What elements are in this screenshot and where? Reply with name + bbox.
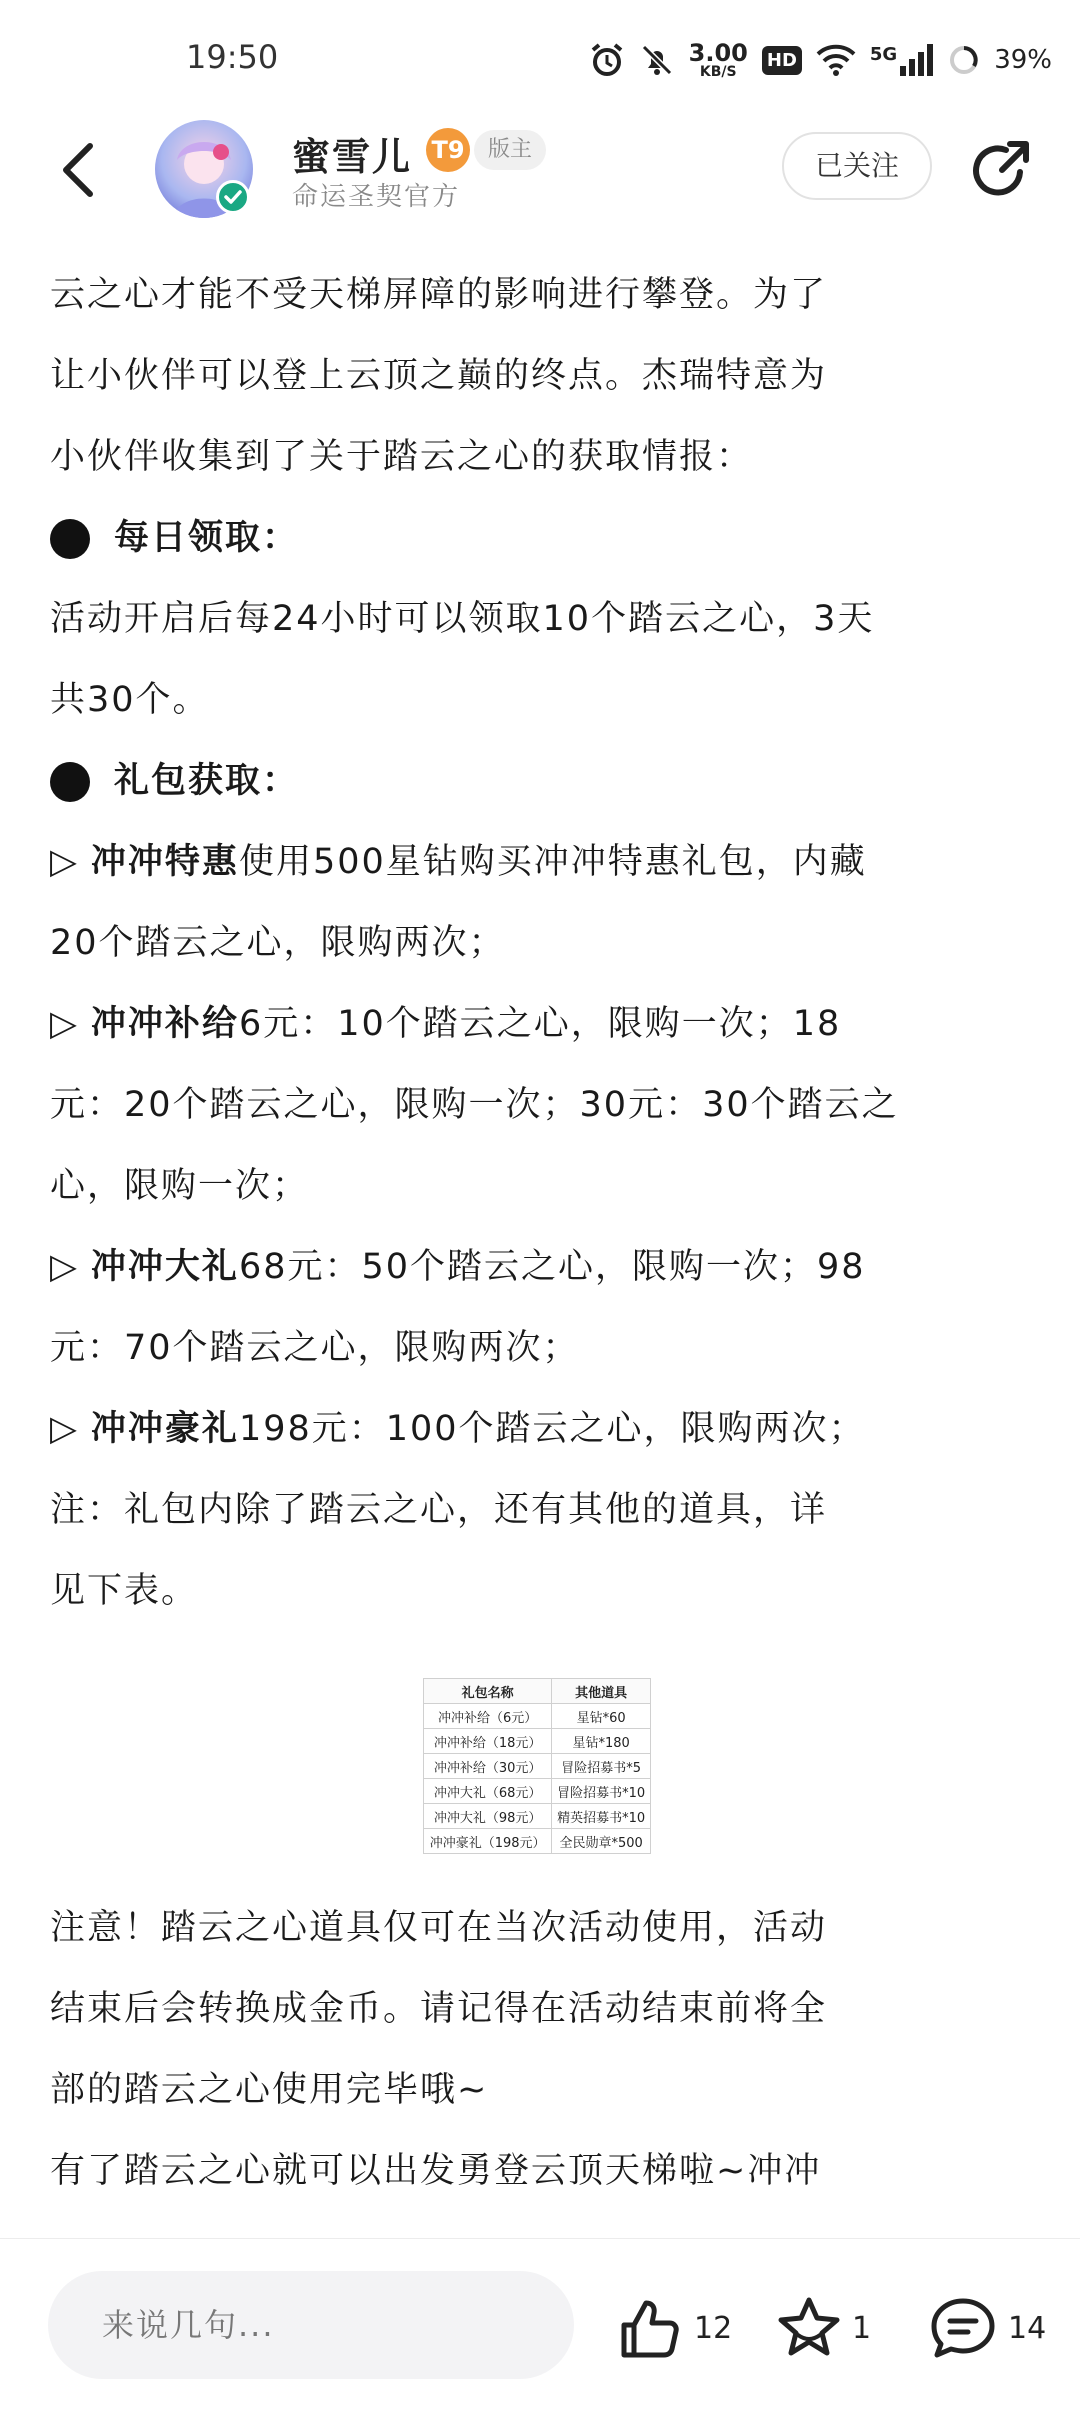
battery-level: 39% — [994, 45, 1052, 75]
comment-count: 14 — [1008, 2310, 1047, 2346]
status-bar — [0, 0, 1080, 120]
table-cell: 冲冲大礼（68元） — [424, 1779, 552, 1804]
text-line: 部的踏云之心使用完毕哦~ — [50, 2070, 489, 2110]
table-row — [424, 1754, 651, 1779]
table-row — [424, 1829, 651, 1854]
triangle-bullet-icon: ▷ — [50, 1247, 79, 1287]
section-heading-gifts: 礼包获取： — [50, 741, 1030, 822]
back-button[interactable] — [50, 134, 110, 206]
triangle-bullet-icon: ▷ — [50, 1409, 79, 1449]
gift-item-line: ▷ 冲冲大礼68元：50个踏云之心，限购一次；98 — [50, 1227, 1030, 1308]
wifi-icon — [816, 44, 856, 76]
table-cell: 冲冲大礼（98元） — [424, 1804, 552, 1829]
table-cell: 冒险招募书*5 — [552, 1754, 651, 1779]
like-count: 12 — [694, 2310, 733, 2346]
comment-bubble-icon — [928, 2295, 998, 2361]
table-header-cell: 其他道具 — [552, 1679, 651, 1704]
favorite-count: 1 — [852, 2310, 872, 2346]
verified-badge-icon — [216, 180, 250, 214]
hd-icon: HD — [762, 46, 802, 75]
table-cell: 精英招募书*10 — [552, 1804, 651, 1829]
table-cell: 冲冲补给（30元） — [424, 1754, 552, 1779]
table-cell: 冒险招募书*10 — [552, 1779, 651, 1804]
table-header-cell: 礼包名称 — [424, 1679, 552, 1704]
author-subtitle: 命运圣契官方 — [292, 182, 461, 212]
gift-table-image[interactable] — [423, 1678, 651, 1854]
favorite-button[interactable] — [776, 2293, 871, 2363]
table-cell: 冲冲豪礼（198元） — [424, 1829, 552, 1854]
table-cell: 冲冲补给（6元） — [424, 1704, 552, 1729]
table-cell: 冲冲补给（18元） — [424, 1729, 552, 1754]
table-cell: 星钻*180 — [552, 1729, 651, 1754]
network-speed: 3.00 KB/S — [688, 39, 748, 80]
text-line: 心，限购一次； — [50, 1166, 310, 1206]
text-line: 结束后会转换成金币。请记得在活动结束前将全 — [50, 1989, 828, 2029]
bullet-dot-icon — [50, 762, 90, 802]
text-line: 注意！踏云之心道具仅可在当次活动使用，活动 — [50, 1908, 828, 1948]
table-header-row — [424, 1679, 651, 1704]
back-arrow-icon — [50, 134, 110, 206]
text-line: 元：70个踏云之心，限购两次； — [50, 1328, 580, 1368]
gift-item-line: ▷ 冲冲豪礼198元：100个踏云之心，限购两次； — [50, 1389, 1030, 1470]
bottom-action-bar — [0, 2239, 1080, 2412]
text-line: 注：礼包内除了踏云之心，还有其他的道具，详 — [50, 1490, 828, 1530]
moderator-badge: 版主 — [474, 130, 546, 170]
follow-button[interactable]: 已关注 — [782, 132, 932, 200]
post-header — [0, 120, 1080, 220]
status-time: 19:50 — [186, 38, 279, 76]
gift-item-line: ▷ 冲冲特惠使用500星钻购买冲冲特惠礼包，内藏 — [50, 822, 1030, 903]
comment-button[interactable] — [928, 2293, 1046, 2363]
table-row — [424, 1704, 651, 1729]
battery-icon — [948, 44, 980, 76]
section-heading-daily: 每日领取： — [50, 498, 1030, 579]
thumbs-up-icon — [618, 2295, 684, 2361]
text-line: 有了踏云之心就可以出发勇登云顶天梯啦~冲冲 — [50, 2151, 822, 2191]
triangle-bullet-icon: ▷ — [50, 842, 79, 882]
bullet-dot-icon — [50, 519, 90, 559]
table-row — [424, 1729, 651, 1754]
table-cell: 全民勋章*500 — [552, 1829, 651, 1854]
post-body — [50, 255, 1030, 1632]
mute-bell-icon — [639, 42, 675, 78]
star-icon — [776, 2295, 842, 2361]
status-icons — [589, 32, 1052, 88]
text-line: 见下表。 — [50, 1571, 199, 1611]
gift-item-line: ▷ 冲冲补给6元：10个踏云之心，限购一次；18 — [50, 984, 1030, 1065]
alarm-icon — [589, 42, 625, 78]
text-line: 活动开启后每24小时可以领取10个踏云之心，3天 — [50, 599, 875, 639]
author-name[interactable]: 蜜雪儿 — [292, 135, 413, 179]
text-line: 云之心才能不受天梯屏障的影响进行攀登。为了 — [50, 275, 828, 315]
share-icon — [968, 134, 1038, 204]
table-cell: 星钻*60 — [552, 1704, 651, 1729]
gift-table — [423, 1678, 651, 1854]
text-line: 20个踏云之心，限购两次； — [50, 923, 506, 963]
text-line: 小伙伴收集到了关于踏云之心的获取情报： — [50, 437, 754, 477]
cellular-signal-icon: 5G — [870, 44, 934, 76]
table-row — [424, 1804, 651, 1829]
text-line: 元：20个踏云之心，限购一次；30元：30个踏云之 — [50, 1085, 899, 1125]
text-line: 共30个。 — [50, 680, 210, 720]
text-line: 让小伙伴可以登上云顶之巅的终点。杰瑞特意为 — [50, 356, 828, 396]
post-body-continued — [50, 1888, 1030, 2212]
table-row — [424, 1779, 651, 1804]
level-badge: T9 — [426, 128, 470, 172]
triangle-bullet-icon: ▷ — [50, 1004, 79, 1044]
like-button[interactable] — [618, 2293, 732, 2363]
comment-input[interactable]: 来说几句... — [48, 2271, 574, 2379]
share-button[interactable] — [968, 134, 1038, 204]
